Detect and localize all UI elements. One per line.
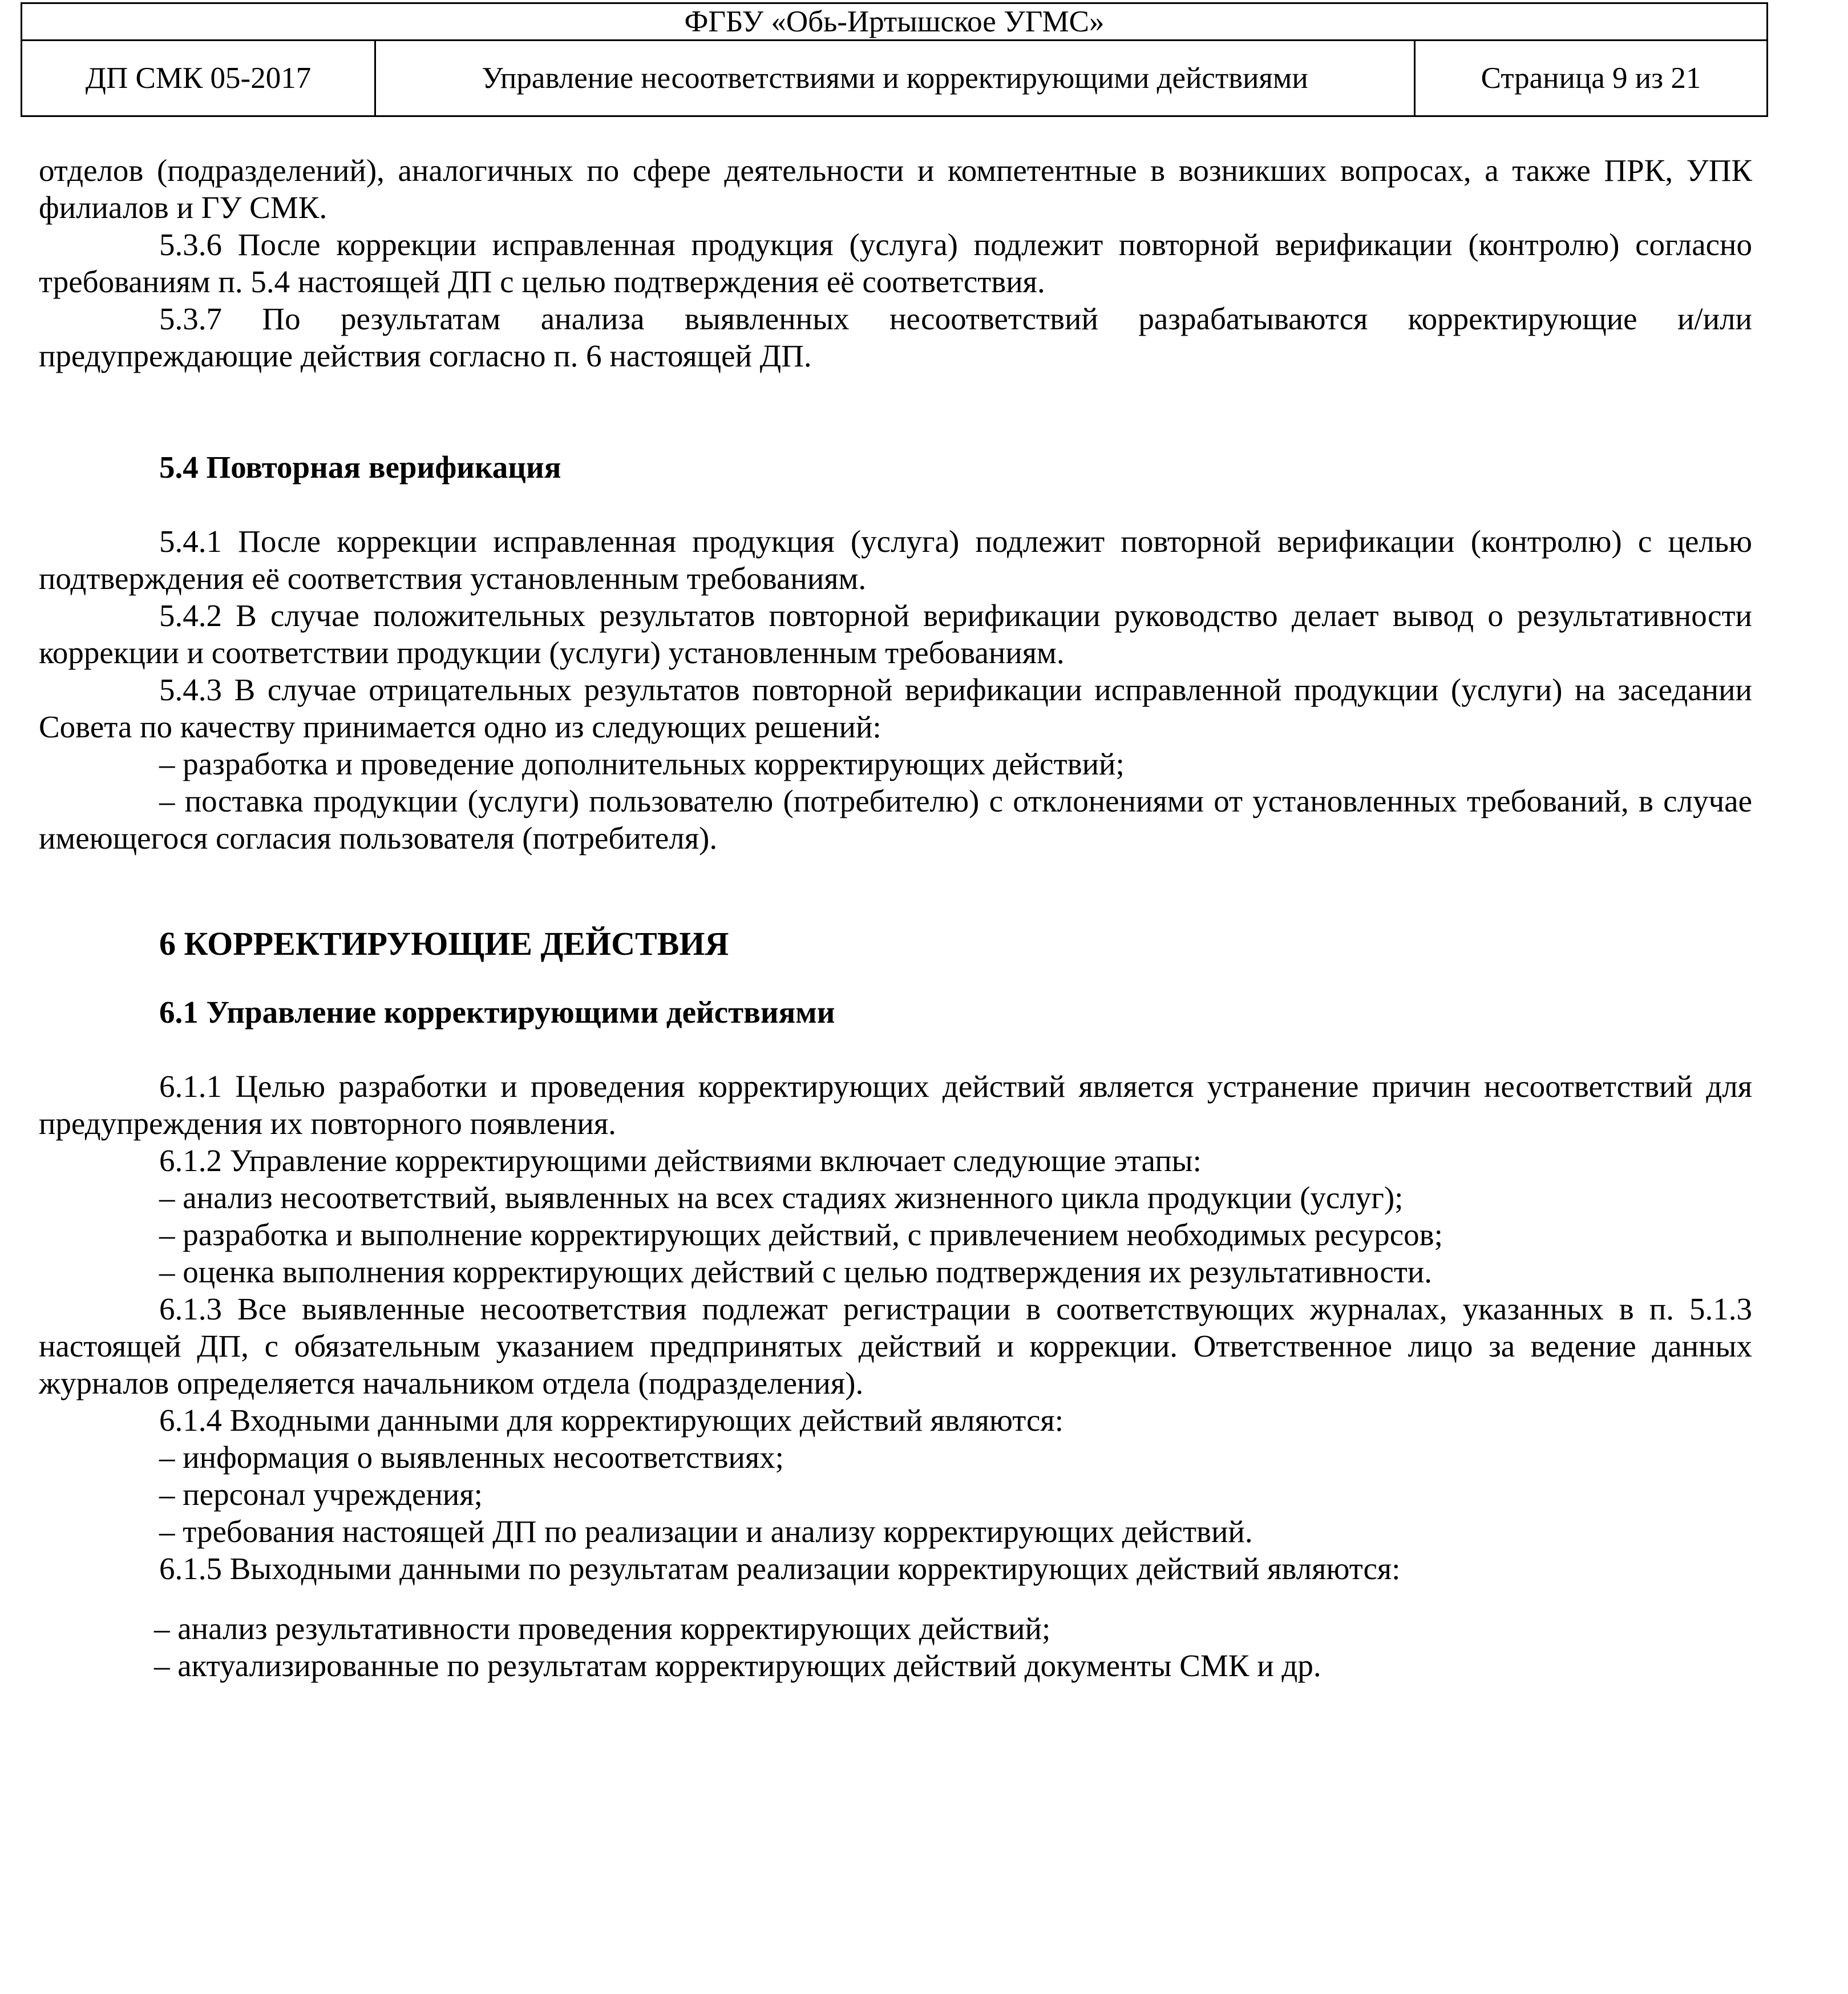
- paragraph-6-1-4: 6.1.4 Входными данными для корректирующих действий являются:: [159, 1403, 1063, 1438]
- paragraph-continuation: отделов (подразделений), аналогичных по сфере деятельности и компетентные в возникших вопросах, а также ПРК, УПК филиалов и ГУ СМК.: [39, 153, 1752, 225]
- paragraph-6-1-2: 6.1.2 Управление корректирующими действиями включает следующие этапы:: [159, 1143, 1202, 1178]
- paragraph-5-4-3: 5.4.3 В случае отрицательных результатов повторной верификации исправленной продукции (услуги) на заседании Совета по качеству принимается одно из следующих решений:: [39, 672, 1752, 744]
- list-item: – поставка продукции (услуги) пользователю (потребителю) с отклонениями от установленных требований, в случае имеющегося согласия пользователя (потребителя).: [39, 784, 1752, 855]
- document-code: ДП СМК 05-2017: [22, 41, 375, 116]
- list-item: – анализ несоответствий, выявленных на всех стадиях жизненного цикла продукции (услуг);: [159, 1180, 1404, 1215]
- document-header-table: [21, 2, 1768, 117]
- list-item: – оценка выполнения корректирующих действий с целью подтверждения их результативности.: [159, 1254, 1433, 1289]
- paragraph-6-1-3: 6.1.3 Все выявленные несоответствия подлежат регистрации в соответствующих журналах, указанных в п. 5.1.3 настоящей ДП, с обязательным указанием предпринятых действий и коррекции. Ответственное лицо за ведение данных журналов определяется начальником отдела (подразделения).: [39, 1291, 1752, 1400]
- paragraph-5-4-2: 5.4.2 В случае положительных результатов повторной верификации руководство делает вывод о результативности коррекции и соответствии продукции (услуги) установленным требованиям.: [39, 598, 1752, 670]
- paragraph-5-4-1: 5.4.1 После коррекции исправленная продукция (услуга) подлежит повторной верификации (контролю) с целью подтверждения её соответствия установленным требованиям.: [39, 524, 1752, 596]
- list-item: – актуализированные по результатам корректирующих действий документы СМК и др.: [154, 1648, 1321, 1683]
- paragraph-6-1-1: 6.1.1 Целью разработки и проведения корректирующих действий является устранение причин несоответствий для предупреждения их повторного появления.: [39, 1069, 1752, 1141]
- list-item: – анализ результативности проведения корректирующих действий;: [154, 1611, 1051, 1646]
- document-body: [39, 152, 1752, 1684]
- organization-name: ФГБУ «Обь-Иртышское УГМС»: [22, 3, 1768, 41]
- list-item: – персонал учреждения;: [159, 1477, 483, 1512]
- chapter-heading-6: 6 КОРРЕКТИРУЮЩИЕ ДЕЙСТВИЯ: [159, 925, 729, 962]
- section-heading-5-4: 5.4 Повторная верификация: [159, 450, 561, 485]
- paragraph-5-3-6: 5.3.6 После коррекции исправленная продукция (услуга) подлежит повторной верификации (контролю) согласно требованиям п. 5.4 настоящей ДП с целью подтверждения её соответствия.: [39, 227, 1752, 299]
- list-item: – разработка и проведение дополнительных корректирующих действий;: [159, 746, 1125, 781]
- section-heading-6-1: 6.1 Управление корректирующими действиями: [159, 995, 835, 1030]
- document-title: Управление несоответствиями и корректирующими действиями: [375, 41, 1415, 116]
- paragraph-6-1-5: 6.1.5 Выходными данными по результатам реализации корректирующих действий являются:: [159, 1551, 1401, 1586]
- list-item: – разработка и выполнение корректирующих действий, с привлечением необходимых ресурсов;: [159, 1217, 1443, 1252]
- list-item: – требования настоящей ДП по реализации и анализу корректирующих действий.: [159, 1514, 1253, 1549]
- list-item: – информация о выявленных несоответствиях;: [159, 1440, 784, 1475]
- paragraph-5-3-7: 5.3.7 По результатам анализа выявленных несоответствий разрабатываются корректирующие и/или предупреждающие действия согласно п. 6 настоящей ДП.: [39, 301, 1752, 373]
- page-number: Страница 9 из 21: [1415, 41, 1768, 116]
